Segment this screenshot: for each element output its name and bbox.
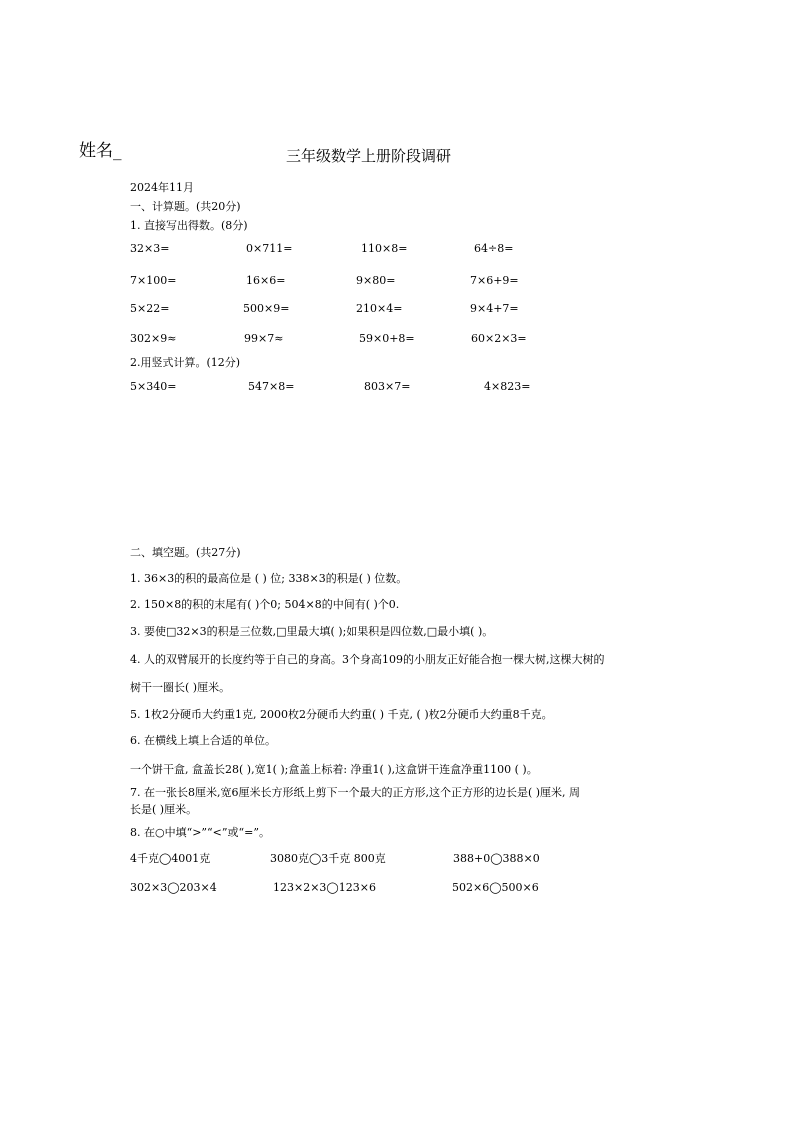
mental-math-item: 7×100= <box>130 274 177 287</box>
mental-math-item: 0×711= <box>246 242 293 255</box>
question-2: 2. 150×8的积的末尾有( )个0; 504×8的中间有( )个0. <box>130 598 400 611</box>
mental-math-item: 302×9≈ <box>130 332 177 345</box>
section2-heading: 二、填空题。(共27分) <box>130 546 241 559</box>
exam-date: 2024年11月 <box>130 181 194 194</box>
vertical-calc-item: 803×7= <box>364 380 411 393</box>
compare-item: 302×3◯203×4 <box>130 881 217 894</box>
question-7-line1: 7. 在一张长8厘米,宽6厘米长方形纸上剪下一个最大的正方形,这个正方形的边长是( )厘米, 周 <box>130 786 581 799</box>
mental-math-item: 7×6+9= <box>470 274 519 287</box>
section1-heading: 一、计算题。(共20分) <box>130 200 241 213</box>
mental-math-item: 9×4+7= <box>470 302 519 315</box>
question-5: 5. 1枚2分硬币大约重1克, 2000枚2分硬币大约重( ) 千克, ( )枚2分硬币大约重8千克。 <box>130 708 553 721</box>
compare-item: 4千克◯4001克 <box>130 852 211 865</box>
question-3: 3. 要使□32×3的积是三位数,□里最大填( );如果积是四位数,□最小填( )。 <box>130 625 494 638</box>
question-4-line1: 4. 人的双臂展开的长度约等于自己的身高。3个身高109的小朋友正好能合抱一棵大树,这棵大树的 <box>130 653 605 666</box>
mental-math-item: 210×4= <box>356 302 403 315</box>
mental-math-item: 59×0+8= <box>359 332 415 345</box>
mental-math-item: 9×80= <box>356 274 396 287</box>
student-name-label: 姓名_ <box>79 141 122 161</box>
question-6: 6. 在横线上填上合适的单位。 <box>130 734 276 747</box>
compare-item: 502×6◯500×6 <box>452 881 539 894</box>
compare-item: 123×2×3◯123×6 <box>273 881 376 894</box>
question-8: 8. 在○中填“>”“<”或“=”。 <box>130 826 270 839</box>
mental-math-item: 500×9= <box>243 302 290 315</box>
question-1: 1. 36×3的积的最高位是 ( ) 位; 338×3的积是( ) 位数。 <box>130 572 408 585</box>
compare-item: 3080克◯3千克 800克 <box>270 852 386 865</box>
mental-math-item: 64÷8= <box>474 242 514 255</box>
compare-item: 388+0◯388×0 <box>453 852 540 865</box>
section1-sub1: 1. 直接写出得数。(8分) <box>130 219 248 232</box>
question-4-line2: 树干一圈长( )厘米。 <box>130 681 231 694</box>
mental-math-item: 16×6= <box>246 274 286 287</box>
section1-sub2: 2.用竖式计算。(12分) <box>130 356 241 369</box>
mental-math-item: 99×7≈ <box>244 332 284 345</box>
vertical-calc-item: 5×340= <box>130 380 177 393</box>
mental-math-item: 60×2×3= <box>471 332 527 345</box>
question-7-line2: 长是( )厘米。 <box>130 803 198 816</box>
vertical-calc-item: 4×823= <box>484 380 531 393</box>
mental-math-item: 5×22= <box>130 302 170 315</box>
vertical-calc-item: 547×8= <box>248 380 295 393</box>
page-title: 三年级数学上册阶段调研 <box>286 147 452 165</box>
mental-math-item: 32×3= <box>130 242 170 255</box>
mental-math-item: 110×8= <box>361 242 408 255</box>
question-6-line: 一个饼干盒, 盒盖长28( ),宽1( );盒盖上标着: 净重1( ),这盒饼干连盒净重1100 ( )。 <box>130 763 538 776</box>
